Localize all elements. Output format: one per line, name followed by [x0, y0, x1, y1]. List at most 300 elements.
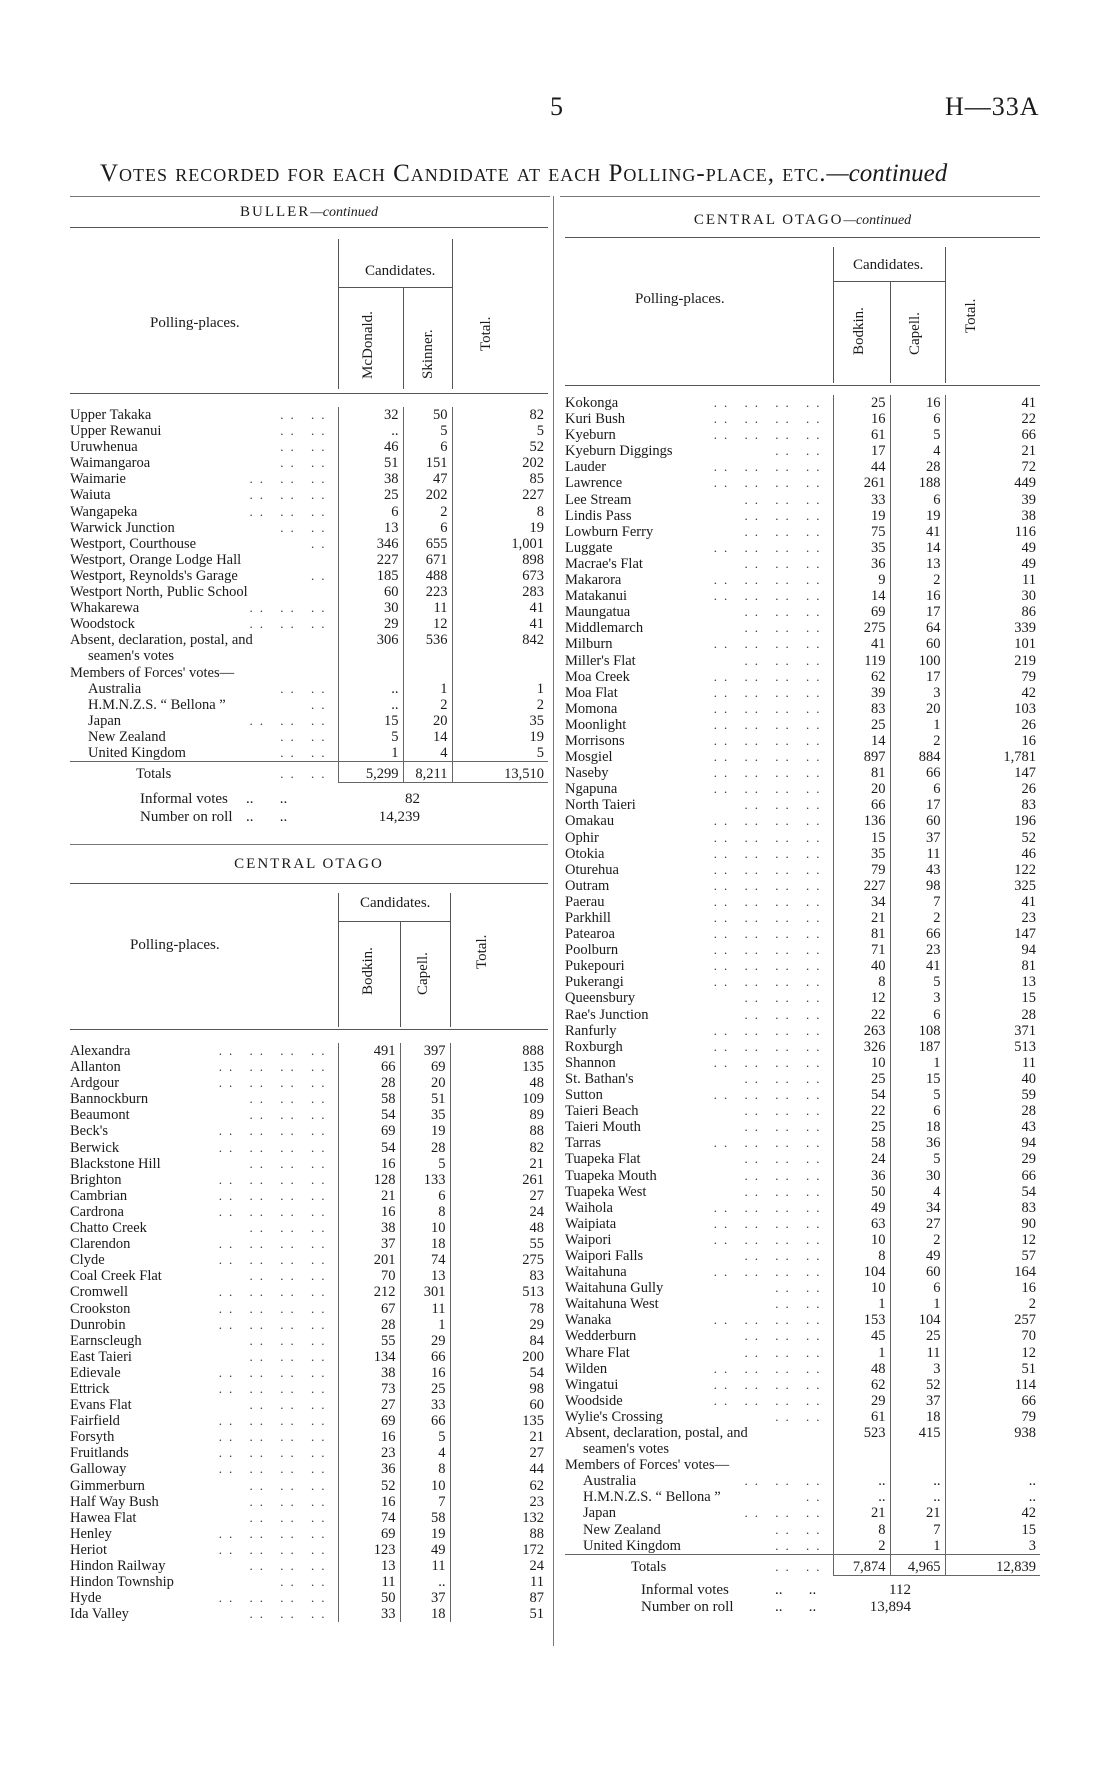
- leader-dots: .. .. .. ..: [713, 829, 827, 845]
- candidate-2-votes: 16: [890, 588, 945, 604]
- candidate-2-header: Capell.: [415, 952, 431, 995]
- leader-dots: .. .. .. ..: [713, 1054, 827, 1070]
- candidate-1-votes: ..: [338, 697, 403, 713]
- table-row: [565, 813, 1040, 829]
- leader-dots: .. .. .. ..: [218, 1590, 332, 1606]
- candidate-2-votes: 50: [403, 407, 452, 423]
- table-row: [565, 1103, 1040, 1119]
- total-votes: 8: [452, 504, 548, 520]
- polling-place-name: Wingatui .. .. .. ..: [565, 1376, 827, 1393]
- leader-dots: .. .. ..: [744, 1344, 827, 1360]
- leader-dots: .. .. .. ..: [713, 910, 827, 925]
- total-votes: 52: [945, 830, 1040, 846]
- table-row: [565, 620, 1040, 636]
- polling-place-name: United Kingdom .. ..: [88, 744, 332, 761]
- leader-dots: .. .. .. ..: [713, 813, 827, 829]
- candidate-1-votes: 8: [833, 974, 890, 990]
- candidate-2-votes: 488: [403, 568, 452, 584]
- polling-place-name: Ettrick .. .. .. ..: [70, 1380, 332, 1397]
- total-votes: ..: [945, 1473, 1040, 1489]
- table-row: [565, 878, 1040, 894]
- number-on-roll-label: Number on roll: [641, 1598, 734, 1615]
- candidate-2-votes: 27: [890, 1216, 945, 1232]
- candidate-1-votes: 81: [833, 765, 890, 781]
- total-votes: 172: [450, 1542, 548, 1558]
- leader-dots: .. .. .. ..: [218, 1380, 332, 1396]
- table-row: [565, 1135, 1040, 1151]
- polling-place-name: Mosgiel .. .. .. ..: [565, 749, 827, 766]
- leader-dots: .. .. ..: [744, 1151, 827, 1167]
- table-row: [70, 1123, 548, 1139]
- table-row: [565, 1296, 1040, 1312]
- leader-dots: .. ..: [280, 728, 332, 744]
- table-row: [565, 910, 1040, 926]
- total-votes: 54: [945, 1184, 1040, 1200]
- leader-dots: .. .. .. ..: [713, 1022, 827, 1038]
- total-votes: 41: [452, 616, 548, 632]
- leader-dots: .. .. .. ..: [713, 427, 827, 443]
- total-votes: 16: [945, 1280, 1040, 1296]
- leader-dots: ..: [311, 696, 332, 712]
- leader-dots: .. .. .. ..: [713, 861, 827, 877]
- candidate-2-votes: 2: [890, 910, 945, 926]
- leader-dots: .. ..: [775, 1521, 827, 1537]
- candidate-2-votes: 69: [400, 1059, 450, 1075]
- candidate-1-votes: 25: [833, 1119, 890, 1135]
- total-votes: 41: [452, 600, 548, 616]
- leader-dots: .. ..: [775, 1408, 827, 1424]
- candidate-2-votes: 60: [890, 1264, 945, 1280]
- leader-dots: .. ..: [775, 1296, 827, 1312]
- candidate-1-votes: [338, 648, 403, 664]
- candidate-1-votes: 12: [833, 990, 890, 1006]
- polling-place-name: Poolburn .. .. .. ..: [565, 942, 827, 959]
- totals-row: [70, 762, 548, 783]
- total-votes: 114: [945, 1377, 1040, 1393]
- table-row: [70, 1075, 548, 1091]
- candidate-1-votes: 10: [833, 1232, 890, 1248]
- polling-place-name: Pukepouri .. .. .. ..: [565, 958, 827, 975]
- total-votes: 325: [945, 878, 1040, 894]
- polling-place-name: Waimangaroa .. ..: [70, 455, 332, 472]
- table-row: [565, 846, 1040, 862]
- candidate-2-votes: 60: [890, 813, 945, 829]
- table-row: [70, 1574, 548, 1590]
- table-row: [565, 926, 1040, 942]
- total-votes: 116: [945, 524, 1040, 540]
- total-votes: 79: [945, 1409, 1040, 1425]
- polling-place-name: Makarora .. .. .. ..: [565, 572, 827, 589]
- polling-place-name: Woodside .. .. .. ..: [565, 1392, 827, 1409]
- total-votes: 938: [945, 1425, 1040, 1441]
- leader-dots: .. .. .. ..: [713, 588, 827, 604]
- table-row: [565, 588, 1040, 604]
- candidate-1-votes: 28: [338, 1317, 400, 1333]
- candidate-2-votes: 16: [890, 395, 945, 411]
- candidate-2-votes: 4: [400, 1445, 450, 1461]
- candidate-2-votes: 7: [890, 1522, 945, 1538]
- polling-place-name: Uruwhenua .. ..: [70, 439, 332, 456]
- candidate-1-votes: 44: [833, 459, 890, 475]
- polling-place-name: Hyde .. .. .. ..: [70, 1590, 332, 1607]
- central-otago-heading-left: CENTRAL OTAGO: [234, 856, 384, 872]
- informal-dots: .. ..: [775, 1581, 817, 1598]
- candidate-1-votes: 21: [833, 1505, 890, 1521]
- candidate-1-votes: 13: [338, 1558, 400, 1574]
- leader-dots: .. .. ..: [249, 487, 332, 503]
- leader-dots: .. .. ..: [744, 797, 827, 813]
- leader-dots: .. .. ..: [744, 1473, 827, 1489]
- candidate-1-votes: 5: [338, 729, 403, 745]
- total-votes: 122: [945, 862, 1040, 878]
- table-row: [70, 1429, 548, 1445]
- total-votes: 219: [945, 653, 1040, 669]
- table-row: [70, 1220, 548, 1236]
- leader-dots: .. .. ..: [744, 1006, 827, 1022]
- candidate-2-votes: 33: [400, 1397, 450, 1413]
- candidate-2-votes: 17: [890, 669, 945, 685]
- leader-dots: .. .. ..: [249, 1091, 332, 1107]
- polling-place-name: Brighton .. .. .. ..: [70, 1171, 332, 1188]
- candidate-1-votes: 36: [833, 1168, 890, 1184]
- candidate-2-votes: 5: [400, 1156, 450, 1172]
- informal-votes-label: Informal votes: [140, 791, 228, 808]
- candidate-1-votes: 227: [833, 878, 890, 894]
- polling-place-name: Westport, Reynolds's Garage ..: [70, 567, 332, 584]
- candidate-2-votes: 4: [890, 1184, 945, 1200]
- candidate-2-votes: 1: [890, 1538, 945, 1555]
- candidate-2-votes: 2: [890, 572, 945, 588]
- candidate-1-votes: 50: [338, 1590, 400, 1606]
- candidate-2-votes: 8: [400, 1461, 450, 1477]
- polling-place-name: Parkhill .. .. .. ..: [565, 910, 827, 926]
- leader-dots: .. .. .. ..: [713, 475, 827, 491]
- leader-dots: .. .. .. ..: [218, 1075, 332, 1091]
- leader-dots: .. .. ..: [249, 1348, 332, 1364]
- polling-place-name: New Zealand .. ..: [583, 1521, 827, 1538]
- candidate-1-votes: ..: [833, 1473, 890, 1489]
- polling-place-name: Beck's .. .. .. ..: [70, 1123, 332, 1140]
- polling-place-name: Middlemarch .. .. ..: [565, 620, 827, 637]
- polling-place-name: Waipiata .. .. .. ..: [565, 1215, 827, 1232]
- total-votes: 200: [450, 1349, 548, 1365]
- total-votes: 109: [450, 1091, 548, 1107]
- title-main: Votes recorded for each Candidate at each Polling-place, etc.: [100, 160, 827, 187]
- candidate-1-votes: 52: [338, 1478, 400, 1494]
- polling-place-name: Tuapeka West .. .. ..: [565, 1183, 827, 1200]
- candidate-2-votes: 64: [890, 620, 945, 636]
- polling-place-name: Westport, Orange Lodge Hall: [70, 551, 242, 568]
- table-row: [70, 1301, 548, 1317]
- leader-dots: .. .. ..: [249, 1268, 332, 1284]
- total-votes: 22: [945, 411, 1040, 427]
- candidate-1-header: McDonald.: [360, 311, 376, 379]
- candidate-2-votes: 20: [403, 713, 452, 729]
- total-votes: [452, 648, 548, 664]
- candidate-1-votes: 41: [833, 636, 890, 652]
- table-row: [565, 604, 1040, 620]
- polling-place-name: Taieri Mouth .. .. ..: [565, 1119, 827, 1136]
- candidates-header: Candidates.: [365, 263, 436, 279]
- total-votes: 89: [450, 1107, 548, 1123]
- candidate-1-votes: 491: [338, 1043, 400, 1059]
- polling-place-name: United Kingdom .. ..: [583, 1537, 827, 1554]
- total-votes: 81: [945, 958, 1040, 974]
- leader-dots: .. .. ..: [744, 1167, 827, 1183]
- candidate-2-votes: 25: [400, 1381, 450, 1397]
- table-row: [70, 665, 548, 681]
- candidate-2-votes: 49: [890, 1248, 945, 1264]
- polling-place-name: Ophir .. .. .. ..: [565, 829, 827, 846]
- total-votes: 51: [450, 1606, 548, 1622]
- candidate-1-votes: 14: [833, 733, 890, 749]
- polling-place-name: Momona .. .. .. ..: [565, 700, 827, 717]
- table-row: [565, 1184, 1040, 1200]
- leader-dots: .. .. .. ..: [713, 700, 827, 716]
- polling-place-name: Waipori Falls .. .. ..: [565, 1247, 827, 1264]
- leader-dots: .. .. .. ..: [713, 668, 827, 684]
- table-row: [70, 1059, 548, 1075]
- candidate-2-votes: 2: [403, 504, 452, 520]
- candidate-1-votes: 46: [338, 439, 403, 455]
- roll-dots: .. ..: [775, 1598, 817, 1615]
- table-row: [70, 1317, 548, 1333]
- polling-place-name: Half Way Bush .. .. ..: [70, 1493, 332, 1510]
- candidate-1-votes: 58: [338, 1091, 400, 1107]
- table-row: [70, 471, 548, 487]
- table-row: [70, 1381, 548, 1397]
- total-votes: 48: [450, 1220, 548, 1236]
- table-row: [70, 1526, 548, 1542]
- title-suffix: —continued: [826, 160, 948, 187]
- leader-dots: ..: [806, 1489, 827, 1505]
- total-votes: 26: [945, 781, 1040, 797]
- candidate-1-votes: 23: [338, 1445, 400, 1461]
- polling-place-name: Australia .. .. ..: [583, 1473, 827, 1490]
- total-votes: 513: [450, 1284, 548, 1300]
- candidate-1-votes: 35: [833, 540, 890, 556]
- table-row: [70, 1268, 548, 1284]
- total-votes: 42: [945, 1505, 1040, 1521]
- total-votes: 19: [452, 729, 548, 745]
- candidate-1-votes: 32: [338, 407, 403, 423]
- leader-dots: .. .. .. ..: [713, 1087, 827, 1103]
- leader-dots: .. .. .. ..: [713, 572, 827, 588]
- candidate-2-votes: ..: [890, 1489, 945, 1505]
- polling-place-name: Gimmerburn .. .. ..: [70, 1477, 332, 1494]
- candidate-2-votes: 74: [400, 1252, 450, 1268]
- top-rule-left: [70, 196, 550, 197]
- polling-place-name: Lindis Pass .. .. ..: [565, 507, 827, 524]
- total-votes: 54: [450, 1365, 548, 1381]
- polling-place-name: Blackstone Hill .. .. ..: [70, 1155, 332, 1172]
- candidate-2-votes: 20: [890, 701, 945, 717]
- total-votes: 898: [452, 552, 548, 568]
- leader-dots: .. ..: [775, 1537, 827, 1553]
- total-votes: 196: [945, 813, 1040, 829]
- candidate-1-votes: 66: [338, 1059, 400, 1075]
- polling-place-name: Shannon .. .. .. ..: [565, 1054, 827, 1071]
- table-row: [70, 1188, 548, 1204]
- polling-place-name: Lowburn Ferry .. .. ..: [565, 523, 827, 540]
- candidate-2-votes: 98: [890, 878, 945, 894]
- leader-dots: .. ..: [775, 1280, 827, 1296]
- total-votes: 83: [450, 1268, 548, 1284]
- candidate-2-votes: 11: [400, 1301, 450, 1317]
- buller-summary: [70, 791, 548, 835]
- polling-place-name: Upper Takaka .. ..: [70, 407, 332, 423]
- polling-place-name: Chatto Creek .. .. ..: [70, 1220, 332, 1237]
- polling-place-name: Warwick Junction .. ..: [70, 519, 332, 536]
- table-row: [565, 894, 1040, 910]
- total-votes: 227: [452, 487, 548, 503]
- polling-place-name: Lauder .. .. .. ..: [565, 459, 827, 476]
- central-otago-section-left: [70, 852, 548, 1622]
- polling-place-name: Westport North, Public School: [70, 584, 248, 601]
- total-votes: 135: [450, 1059, 548, 1075]
- candidate-2-votes: 6: [890, 781, 945, 797]
- candidate-1-votes: 11: [338, 1574, 400, 1590]
- candidate-2-votes: 100: [890, 653, 945, 669]
- total-votes: 23: [945, 910, 1040, 926]
- number-on-roll-value: 14,239: [378, 809, 420, 826]
- total-votes: ..: [945, 1489, 1040, 1505]
- polling-place-name: Kokonga .. .. .. ..: [565, 395, 827, 411]
- table-row: [565, 524, 1040, 540]
- total-votes: 55: [450, 1236, 548, 1252]
- candidate-2-votes: 1: [403, 681, 452, 697]
- polling-place-name: Wylie's Crossing .. ..: [565, 1408, 827, 1425]
- leader-dots: .. .. ..: [249, 1477, 332, 1493]
- candidate-2-votes: 30: [890, 1168, 945, 1184]
- leader-dots: .. .. ..: [249, 1332, 332, 1348]
- table-row: [565, 862, 1040, 878]
- table-row: [70, 1172, 548, 1188]
- candidate-2-votes: 41: [890, 958, 945, 974]
- candidate-1-votes: 61: [833, 1409, 890, 1425]
- polling-place-name: Wangapeka .. .. ..: [70, 503, 332, 520]
- total-votes: 83: [945, 797, 1040, 813]
- candidate-2-votes: 21: [890, 1505, 945, 1521]
- candidate-1-votes: 16: [338, 1494, 400, 1510]
- candidate-1-votes: 70: [338, 1268, 400, 1284]
- polling-place-name: Waitahuna .. .. .. ..: [565, 1264, 827, 1281]
- polling-place-name: H.M.N.Z.S. “ Bellona ” ..: [583, 1489, 827, 1506]
- candidate-2-votes: ..: [890, 1473, 945, 1489]
- leader-dots: .. .. .. ..: [713, 926, 827, 942]
- candidate-2-votes: 6: [890, 492, 945, 508]
- polling-place-name: Matakanui .. .. .. ..: [565, 588, 827, 605]
- table-row: [70, 1043, 548, 1059]
- leader-dots: .. .. .. ..: [218, 1461, 332, 1477]
- leader-dots: .. .. .. ..: [218, 1252, 332, 1268]
- number-on-roll-value: 13,894: [869, 1598, 911, 1615]
- candidates-header: Candidates.: [853, 257, 924, 273]
- candidate-1-votes: 326: [833, 1039, 890, 1055]
- candidate-2-votes: 6: [890, 1103, 945, 1119]
- polling-place-name: Waiuta .. .. ..: [70, 487, 332, 504]
- table-row: [70, 745, 548, 762]
- candidate-1-votes: 61: [833, 427, 890, 443]
- table-row: [70, 584, 548, 600]
- candidate-2-votes: 14: [890, 540, 945, 556]
- candidate-2-votes: 6: [890, 411, 945, 427]
- leader-dots: .. .. .. ..: [218, 1139, 332, 1155]
- table-row: [70, 1140, 548, 1156]
- candidate-2-votes: 6: [403, 520, 452, 536]
- total-votes: 90: [945, 1216, 1040, 1232]
- central-left-table: [70, 1043, 548, 1622]
- candidate-2-votes: 1: [890, 717, 945, 733]
- candidate-1-votes: 16: [338, 1429, 400, 1445]
- table-row: [565, 1280, 1040, 1296]
- polling-place-name: Queensbury .. .. ..: [565, 990, 827, 1007]
- leader-dots: .. .. .. ..: [713, 1264, 827, 1280]
- candidate-1-votes: 38: [338, 1365, 400, 1381]
- candidate-1-votes: 27: [338, 1397, 400, 1413]
- table-row: [565, 1264, 1040, 1280]
- polling-place-name: Tuapeka Mouth .. .. ..: [565, 1167, 827, 1184]
- table-row: [70, 1091, 548, 1107]
- leader-dots: .. .. ..: [744, 507, 827, 523]
- candidate-1-votes: 10: [833, 1280, 890, 1296]
- polling-place-name: Wilden .. .. .. ..: [565, 1360, 827, 1377]
- table-row: [565, 1087, 1040, 1103]
- candidate-1-votes: 69: [338, 1526, 400, 1542]
- candidate-2-votes: 5: [890, 1151, 945, 1167]
- candidate-1-votes: 16: [833, 411, 890, 427]
- polling-place-name: Kyeburn Diggings .. ..: [565, 443, 827, 460]
- table-row: [565, 701, 1040, 717]
- leader-dots: .. .. ..: [744, 990, 827, 1006]
- polling-place-name: Henley .. .. .. ..: [70, 1525, 332, 1542]
- total-votes: 85: [452, 471, 548, 487]
- table-row: [565, 1425, 1040, 1441]
- candidate-2-votes: 66: [400, 1413, 450, 1429]
- candidate-2-votes: 18: [890, 1409, 945, 1425]
- polling-place-name: Ranfurly .. .. .. ..: [565, 1022, 827, 1039]
- polling-place-name: Berwick .. .. .. ..: [70, 1139, 332, 1156]
- table-row: [565, 685, 1040, 701]
- table-row: [565, 1007, 1040, 1023]
- candidate-1-votes: 123: [338, 1542, 400, 1558]
- polling-place-name: Milburn .. .. .. ..: [565, 636, 827, 653]
- candidate-1-votes: 69: [833, 604, 890, 620]
- polling-place-name: Ardgour .. .. .. ..: [70, 1075, 332, 1092]
- polling-place-name: Earnscleugh .. .. ..: [70, 1332, 332, 1349]
- table-row: [565, 942, 1040, 958]
- polling-places-header: Polling-places.: [130, 937, 220, 953]
- candidate-2-votes: 34: [890, 1200, 945, 1216]
- leader-dots: .. .. ..: [249, 1509, 332, 1525]
- candidate-1-votes: 153: [833, 1312, 890, 1328]
- total-votes: [452, 665, 548, 681]
- table-row: [565, 781, 1040, 797]
- candidate-1-votes: 54: [833, 1087, 890, 1103]
- candidate-1-votes: 1: [338, 745, 403, 762]
- total-votes: 12: [945, 1345, 1040, 1361]
- candidate-1-votes: 185: [338, 568, 403, 584]
- polling-place-name: Hawea Flat .. .. ..: [70, 1509, 332, 1526]
- candidate-1-votes: 346: [338, 536, 403, 552]
- polling-place-name: Galloway .. .. .. ..: [70, 1461, 332, 1478]
- candidate-2-votes: 37: [400, 1590, 450, 1606]
- candidate-1-votes: 21: [833, 910, 890, 926]
- polling-place-name: Morrisons .. .. .. ..: [565, 732, 827, 749]
- leader-dots: .. .. .. ..: [713, 539, 827, 555]
- total-votes: 29: [450, 1317, 548, 1333]
- total-votes: 57: [945, 1248, 1040, 1264]
